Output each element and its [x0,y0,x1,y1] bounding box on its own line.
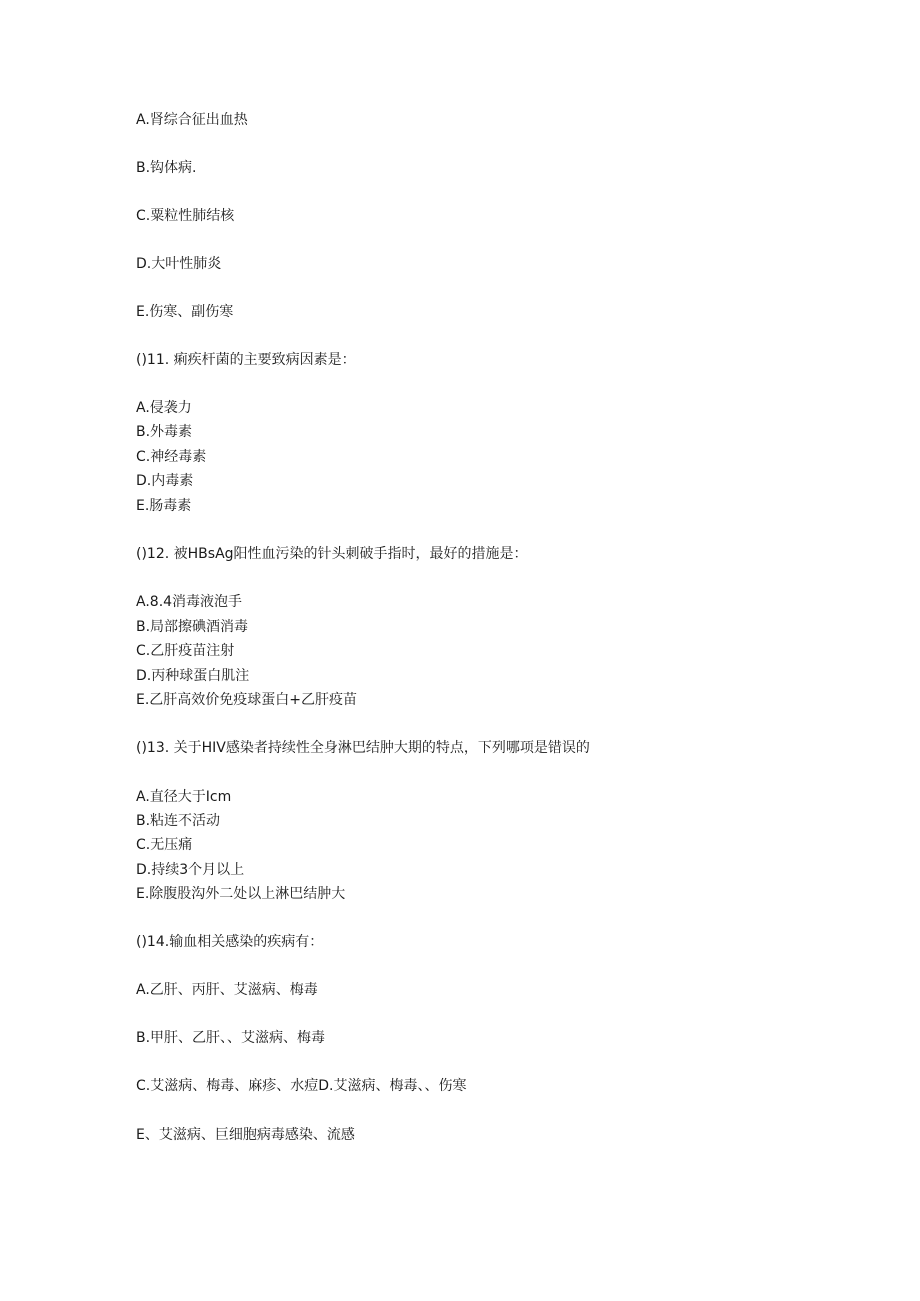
q14-option-e: E、艾滋病、巨细胞病毒感染、流感 [136,1127,355,1143]
q11-option-e: E.肠毒素 [136,498,192,514]
q14-question: ()14.输血相关感染的疾病有： [136,934,324,950]
q10-option-e: E.伤寒、副伤寒 [136,304,234,320]
q12-option-b: B.局部擦碘酒消毒 [136,619,249,635]
q10-option-b: B.钩体病. [136,160,197,176]
q13-option-c: C.无压痛 [136,837,193,853]
q14-option-b: B.甲肝、乙肝、、艾滋病、梅毒 [136,1030,326,1046]
q12-option-c: C.乙肝疫苗注射 [136,643,235,659]
q14-option-c-d: C.艾滋病、梅毒、麻疹、水痘D.艾滋病、梅毒、、伤寒 [136,1078,467,1094]
q11-question: ()11. 痢疾杆菌的主要致病因素是： [136,352,356,368]
q13-question: ()13. 关于HIV感染者持续性全身淋巴结肿大期的特点，下列哪项是错误的 [136,740,590,756]
q11-option-a: A.侵袭力 [136,400,192,416]
q14-option-a: A.乙肝、丙肝、艾滋病、梅毒 [136,982,318,998]
q13-option-e: E.除腹股沟外二处以上淋巴结肿大 [136,886,346,902]
q13-option-a: A.直径大于Icm [136,789,232,805]
q13-option-b: B.粘连不活动 [136,813,221,829]
q11-option-b: B.外毒素 [136,424,193,440]
q13-option-d: D.持续3个月以上 [136,862,245,878]
q12-option-a: A.8.4消毒液泡手 [136,594,243,610]
q12-question: ()12. 被HBsAg阳性血污染的针头刺破手指时，最好的措施是： [136,546,528,562]
q10-option-d: D.大叶性肺炎 [136,256,222,272]
q12-option-e: E.乙肝高效价免疫球蛋白+乙肝疫苗 [136,692,358,708]
q11-option-d: D.内毒素 [136,473,194,489]
q10-option-a: A.肾综合征出血热 [136,112,248,128]
q10-option-c: C.粟粒性肺结核 [136,208,235,224]
q12-option-d: D.丙种球蛋白肌注 [136,668,250,684]
q11-option-c: C.神经毒素 [136,449,207,465]
